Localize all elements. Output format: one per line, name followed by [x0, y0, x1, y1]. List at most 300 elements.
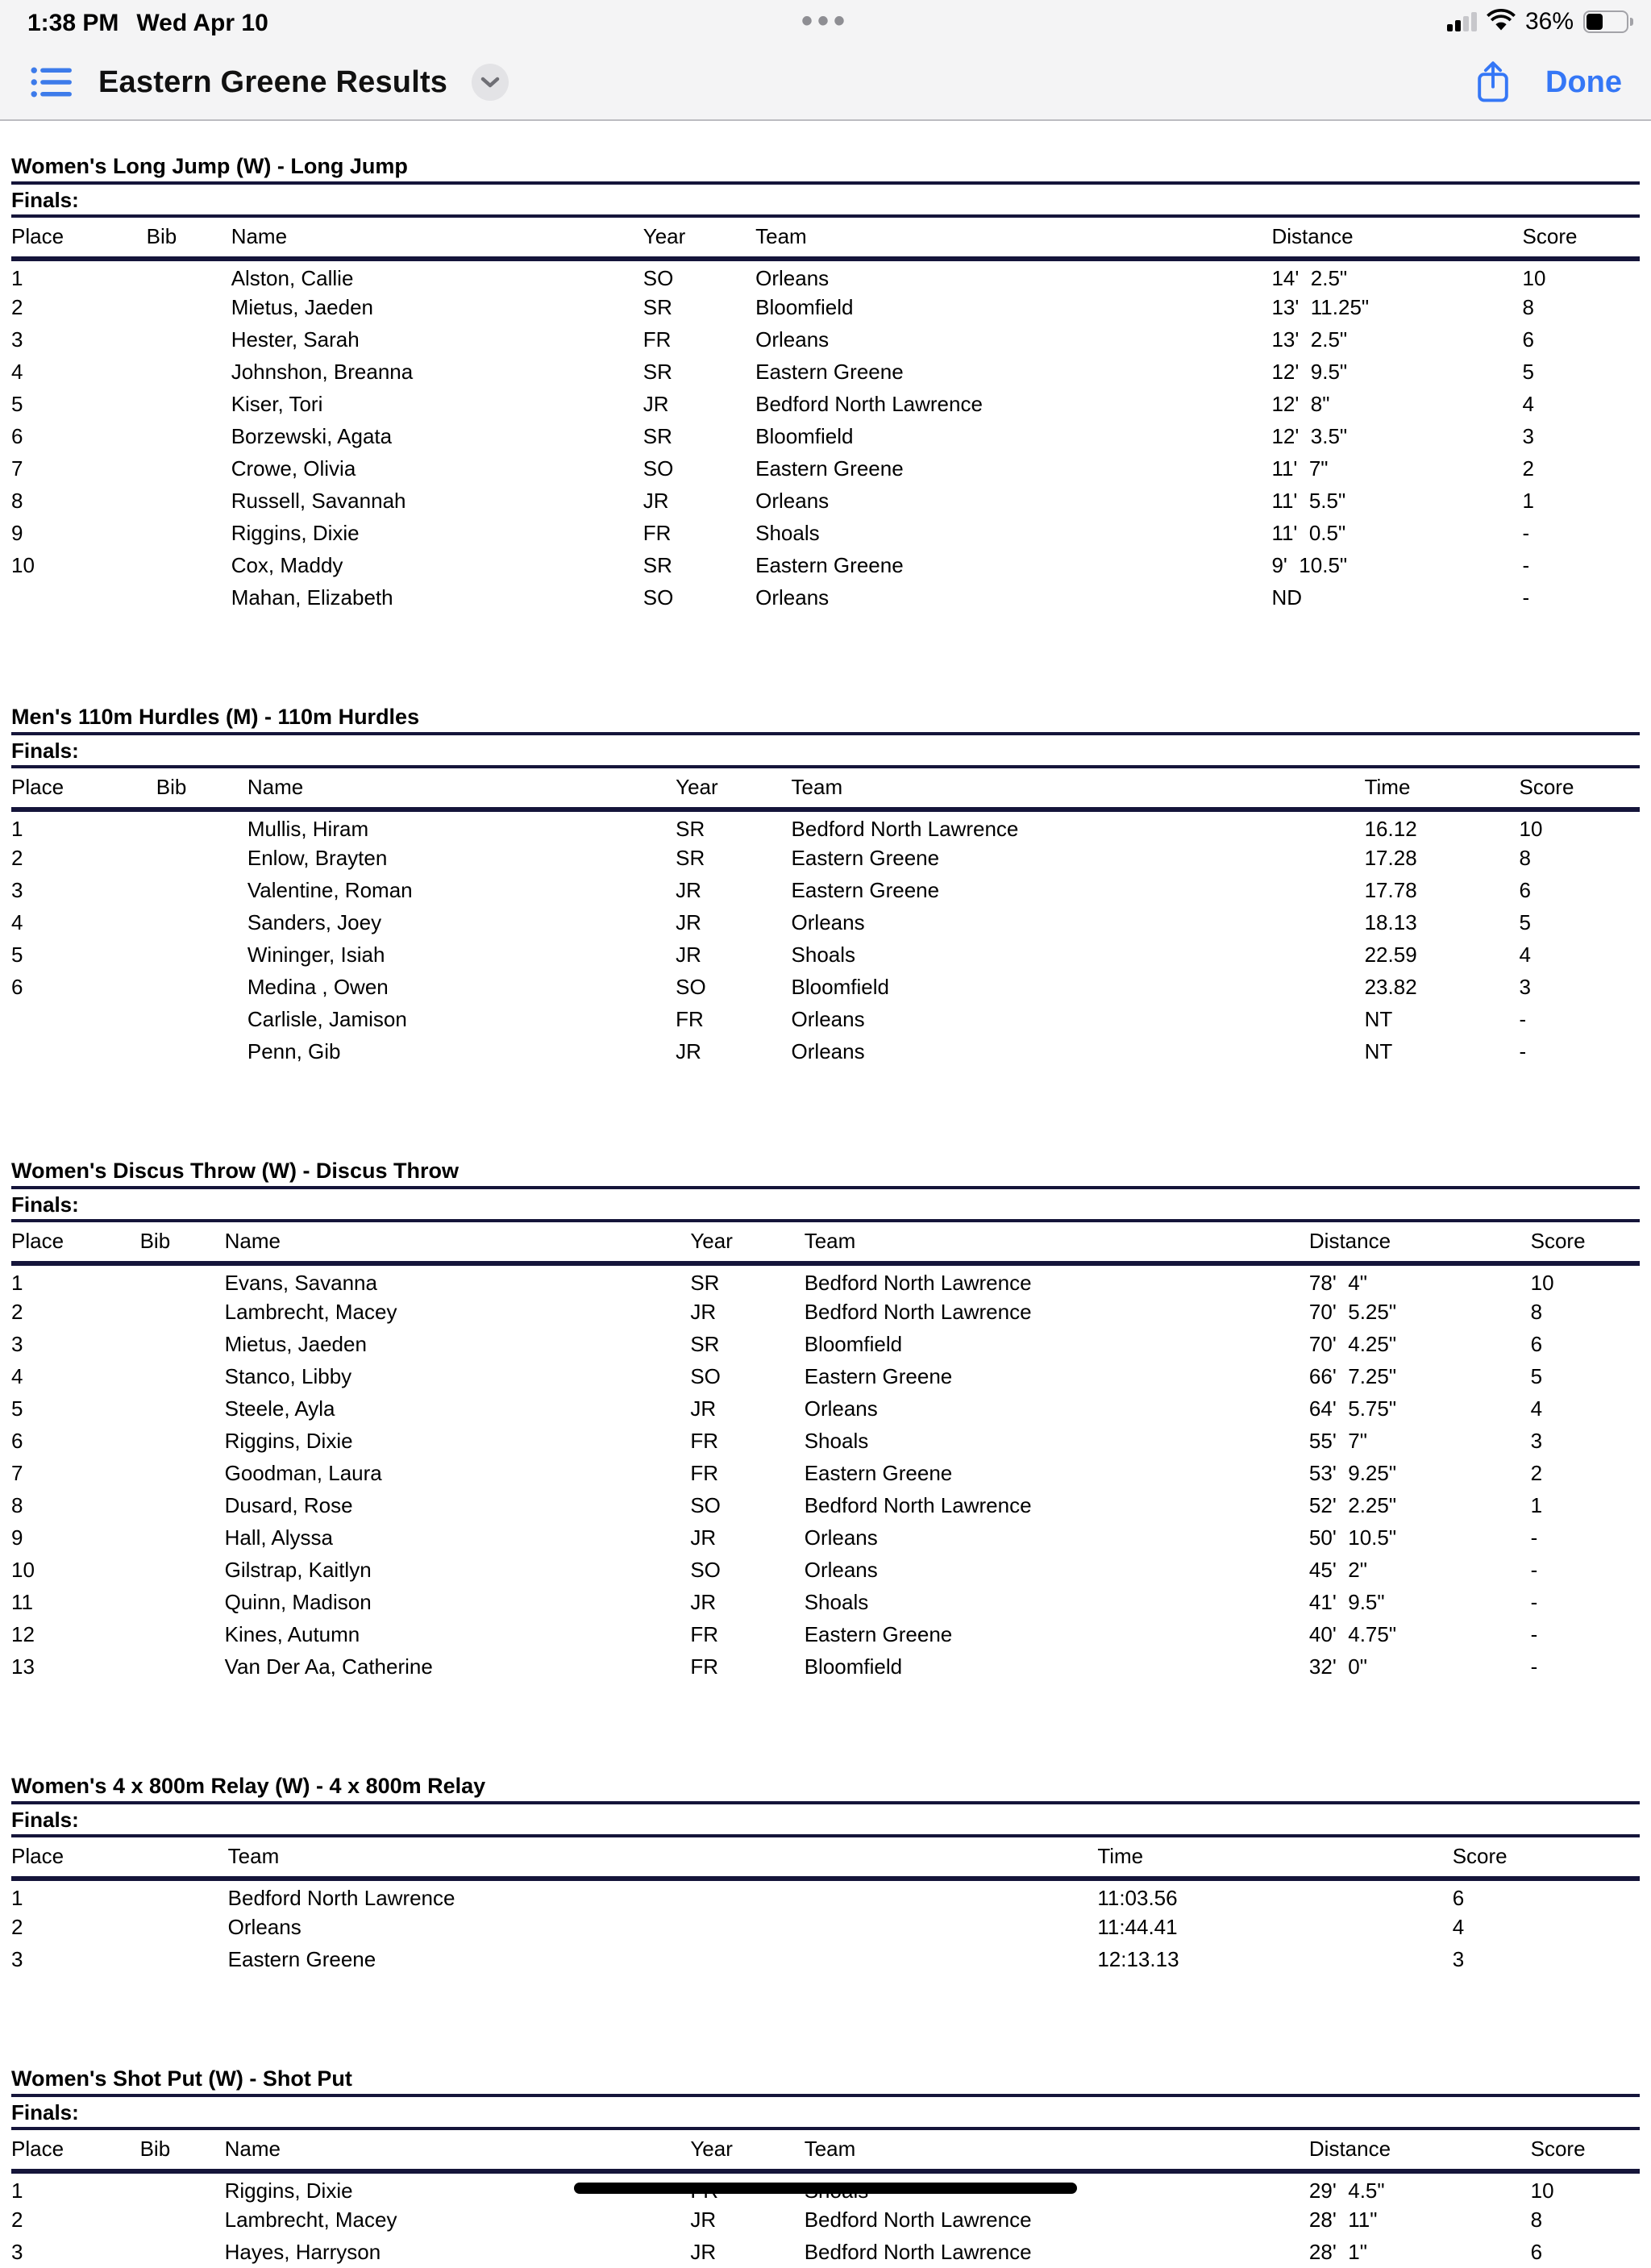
table-row [11, 1618, 1640, 1650]
column-header: Name [225, 2130, 691, 2171]
table-cell [147, 420, 231, 452]
table-cell: 2 [11, 1299, 23, 1324]
table-cell: 3 [1530, 1428, 1543, 1453]
table-cell: Russell, Savannah [231, 488, 406, 513]
column-header: Place [11, 218, 147, 259]
table-cell: Alston, Callie [231, 266, 354, 290]
column-header: Bib [140, 2130, 225, 2171]
table-header-row [11, 2130, 1640, 2171]
table-cell [140, 1554, 225, 1586]
column-header: Team [228, 1837, 1098, 1879]
multitask-dots-icon: ••• [801, 3, 850, 39]
table-cell: 11 [11, 1589, 33, 1614]
event-section [11, 153, 1640, 614]
table-cell: Goodman, Laura [224, 1460, 382, 1485]
table-cell: Dusard, Rose [224, 1492, 353, 1517]
table-cell: - [1530, 1621, 1538, 1646]
table-cell: 41' 9.5" [1308, 1589, 1385, 1614]
table-cell: 12' 8" [1271, 391, 1330, 416]
table-cell: - [1522, 552, 1530, 577]
table-cell: 2 [1522, 456, 1534, 481]
column-header: Place [11, 2130, 140, 2171]
table-cell: Steele, Ayla [224, 1396, 335, 1421]
column-header: Name [225, 1222, 691, 1263]
table-cell: 45' 2" [1308, 1557, 1367, 1582]
list-button[interactable] [29, 63, 74, 102]
table-cell [140, 1586, 225, 1618]
table-cell: JR [690, 1396, 717, 1421]
table-cell [147, 323, 231, 356]
table-cell: SR [643, 359, 672, 384]
table-cell: ND [1271, 585, 1302, 610]
column-header: Year [690, 2130, 804, 2171]
table-cell: Borzewski, Agata [231, 423, 393, 448]
table-cell [140, 1392, 225, 1425]
table-cell [140, 1360, 225, 1392]
table-cell: SR [643, 294, 672, 319]
table-cell: Stanco, Libby [224, 1363, 352, 1388]
home-indicator[interactable] [574, 2183, 1077, 2194]
table-cell: 13' 2.5" [1271, 327, 1348, 352]
table-cell: 8 [1519, 845, 1531, 870]
table-cell: 1 [11, 266, 23, 290]
column-header: Team [755, 218, 1271, 259]
status-bar [0, 0, 1651, 45]
table-cell: 8 [1530, 2207, 1543, 2232]
table-cell: 32' 0" [1308, 1654, 1367, 1679]
table-cell: 1 [11, 2179, 23, 2203]
table-cell [147, 388, 231, 420]
document-viewport[interactable] [0, 121, 1651, 2264]
column-header: Score [1531, 2130, 1640, 2171]
table-cell: Bloomfield [791, 974, 889, 999]
table-cell: 1 [1522, 488, 1534, 513]
column-header: Year [690, 1222, 804, 1263]
table-cell: 2 [11, 1914, 23, 1939]
table-row [11, 842, 1640, 874]
table-cell: 78' 4" [1308, 1271, 1367, 1295]
table-cell: 5 [1522, 359, 1534, 384]
column-header: Distance [1309, 1222, 1531, 1263]
table-cell: SO [690, 1492, 721, 1517]
page-title: Eastern Greene Results [98, 65, 448, 99]
table-cell: Kines, Autumn [224, 1621, 360, 1646]
table-cell: 17.28 [1364, 845, 1417, 870]
table-cell: 4 [1522, 391, 1534, 416]
table-cell: Van Der Aa, Catherine [224, 1654, 433, 1679]
table-cell: Riggins, Dixie [224, 2179, 353, 2203]
table-cell: Orleans [791, 1038, 865, 1063]
table-cell: 8 [11, 488, 23, 513]
table-row [11, 971, 1640, 1003]
event-title: Women's Shot Put (W) - Shot Put [11, 2066, 1640, 2097]
table-cell: 6 [11, 974, 23, 999]
table-row [11, 517, 1640, 549]
table-cell: Mahan, Elizabeth [231, 585, 393, 610]
table-cell [156, 1035, 247, 1067]
table-cell: 8 [11, 1492, 23, 1517]
column-header: Distance [1309, 2130, 1531, 2171]
table-row [11, 1586, 1640, 1618]
table-cell: Evans, Savanna [224, 1271, 377, 1295]
table-cell: 7 [11, 456, 23, 481]
finals-label: Finals: [11, 1804, 1640, 1837]
table-cell [140, 1521, 225, 1554]
table-cell: 10 [1530, 1271, 1554, 1295]
table-cell: SR [643, 423, 672, 448]
table-cell: Eastern Greene [755, 456, 904, 481]
table-cell: 70' 5.25" [1308, 1299, 1397, 1324]
status-time: 1:38 PM [27, 10, 119, 36]
table-cell: JR [690, 2239, 717, 2264]
table-cell: 17.78 [1364, 877, 1417, 902]
table-cell [156, 809, 247, 842]
table-cell [156, 938, 247, 971]
table-cell [156, 971, 247, 1003]
table-cell [156, 906, 247, 938]
finals-label: Finals: [11, 2097, 1640, 2130]
table-row [11, 581, 1640, 614]
table-cell: FR [690, 1428, 718, 1453]
column-header: Bib [147, 218, 231, 259]
column-header: Time [1365, 768, 1520, 809]
event-title: Women's 4 x 800m Relay (W) - 4 x 800m Relay [11, 1773, 1640, 1804]
table-cell: FR [690, 1621, 718, 1646]
table-row [11, 1911, 1640, 1943]
table-cell: 66' 7.25" [1308, 1363, 1397, 1388]
table-cell [140, 1618, 225, 1650]
table-cell: FR [676, 1006, 704, 1031]
table-cell: Mullis, Hiram [247, 817, 369, 841]
table-cell: 3 [11, 877, 23, 902]
table-row [11, 1457, 1640, 1489]
table-cell: 2 [11, 2207, 23, 2232]
finals-label: Finals: [11, 1189, 1640, 1222]
table-row [11, 356, 1640, 388]
table-cell: FR [643, 327, 672, 352]
table-cell: JR [690, 1589, 717, 1614]
table-cell: NT [1364, 1038, 1393, 1063]
event-title: Women's Discus Throw (W) - Discus Throw [11, 1158, 1640, 1189]
column-header: Name [231, 218, 643, 259]
column-header: Team [805, 2130, 1309, 2171]
table-cell: 10 [1522, 266, 1546, 290]
table-cell: Shoals [804, 1428, 869, 1453]
table-cell [156, 842, 247, 874]
table-cell: SO [643, 585, 674, 610]
table-cell: 12 [11, 1621, 35, 1646]
table-cell [156, 1003, 247, 1035]
results-table [11, 768, 1640, 1067]
table-cell: Cox, Maddy [231, 552, 343, 577]
table-cell: 55' 7" [1308, 1428, 1367, 1453]
table-cell [140, 1489, 225, 1521]
table-cell: 4 [1452, 1914, 1465, 1939]
table-cell: 4 [11, 359, 23, 384]
table-row [11, 485, 1640, 517]
list-icon [29, 63, 74, 102]
table-cell: - [1530, 1525, 1538, 1550]
table-cell: 40' 4.75" [1308, 1621, 1397, 1646]
table-header-row [11, 1837, 1640, 1879]
column-header: Score [1453, 1837, 1640, 1879]
table-cell: JR [676, 877, 701, 902]
table-cell: 14' 2.5" [1271, 266, 1348, 290]
table-cell [147, 356, 231, 388]
column-header: Team [805, 1222, 1309, 1263]
table-cell: SR [690, 1331, 720, 1356]
table-cell: 5 [11, 942, 23, 967]
column-header: Year [643, 218, 755, 259]
table-cell [11, 1035, 156, 1067]
table-cell: Eastern Greene [791, 845, 940, 870]
table-row [11, 1879, 1640, 1911]
table-cell: 2 [11, 294, 23, 319]
table-row [11, 1328, 1640, 1360]
table-row [11, 1650, 1640, 1683]
column-header: Score [1531, 1222, 1640, 1263]
table-cell: 28' 11" [1308, 2207, 1378, 2232]
table-cell: 6 [11, 423, 23, 448]
table-cell: - [1522, 520, 1530, 545]
table-row [11, 1554, 1640, 1586]
table-cell: Orleans [804, 1396, 878, 1421]
table-row [11, 1392, 1640, 1425]
table-row [11, 2203, 1640, 2236]
wifi-icon [1487, 11, 1516, 32]
table-cell: Bedford North Lawrence [227, 1886, 455, 1910]
table-cell [147, 291, 231, 323]
battery-icon [1583, 10, 1628, 33]
column-header: Year [676, 768, 791, 809]
column-header: Place [11, 768, 156, 809]
table-cell: SO [676, 974, 706, 999]
table-cell: Orleans [755, 488, 830, 513]
title-menu-button[interactable] [472, 64, 509, 101]
table-cell: Johnshon, Breanna [231, 359, 414, 384]
table-cell: 22.59 [1364, 942, 1417, 967]
table-cell: JR [690, 2207, 717, 2232]
table-cell [147, 517, 231, 549]
table-cell: 6 [1530, 1331, 1543, 1356]
table-cell: 7 [11, 1460, 23, 1485]
table-cell: Riggins, Dixie [231, 520, 360, 545]
share-icon [1474, 60, 1512, 105]
table-cell: 3 [11, 2239, 23, 2264]
table-cell: Bloomfield [755, 423, 854, 448]
table-cell: JR [676, 909, 701, 934]
table-cell: 2 [1530, 1460, 1543, 1485]
table-row [11, 1263, 1640, 1296]
table-cell: Hall, Alyssa [224, 1525, 333, 1550]
share-button[interactable] [1474, 60, 1512, 105]
table-cell: Shoals [804, 1589, 869, 1614]
table-cell: 6 [1530, 2239, 1543, 2264]
event-section [11, 2066, 1640, 2268]
event-title: Men's 110m Hurdles (M) - 110m Hurdles [11, 704, 1640, 735]
table-cell: Mietus, Jaeden [231, 294, 374, 319]
table-cell: Bloomfield [755, 294, 854, 319]
table-cell: NT [1364, 1006, 1393, 1031]
status-date: Wed Apr 10 [136, 10, 268, 36]
table-cell: 18.13 [1364, 909, 1417, 934]
table-cell [147, 452, 231, 485]
table-cell: 9 [11, 1525, 23, 1550]
table-cell [140, 2171, 225, 2203]
table-cell: 3 [11, 1331, 23, 1356]
table-cell: Bloomfield [804, 1331, 903, 1356]
finals-label: Finals: [11, 185, 1640, 218]
battery-percent: 36% [1524, 8, 1574, 35]
table-cell: Kiser, Tori [231, 391, 323, 416]
table-cell: Eastern Greene [755, 552, 904, 577]
table-cell: JR [643, 391, 669, 416]
table-cell: 11' 0.5" [1271, 520, 1346, 545]
table-cell: Eastern Greene [804, 1363, 953, 1388]
table-cell: Shoals [791, 942, 856, 967]
table-cell: Gilstrap, Kaitlyn [224, 1557, 372, 1582]
table-cell: Eastern Greene [804, 1460, 953, 1485]
table-cell [140, 2236, 225, 2268]
table-cell: 29' 4.5" [1308, 2179, 1385, 2203]
table-cell: 70' 4.25" [1308, 1331, 1397, 1356]
table-cell [140, 1328, 225, 1360]
table-cell: 10 [1530, 2179, 1554, 2203]
table-row [11, 1489, 1640, 1521]
table-cell: FR [690, 1460, 718, 1485]
table-cell [147, 549, 231, 581]
table-row [11, 420, 1640, 452]
table-cell: SO [643, 456, 674, 481]
table-cell [140, 1650, 225, 1683]
table-cell: 3 [1522, 423, 1534, 448]
table-cell: 28' 1" [1308, 2239, 1367, 2264]
table-cell [11, 1003, 156, 1035]
toolbar [0, 45, 1651, 119]
table-cell: 9' 10.5" [1271, 552, 1348, 577]
table-cell: 13' 11.25" [1271, 294, 1370, 319]
table-cell: 4 [11, 1363, 23, 1388]
done-button[interactable]: Done [1545, 65, 1622, 99]
table-cell: 16.12 [1364, 817, 1417, 841]
table-cell: 11' 5.5" [1271, 488, 1346, 513]
table-cell: - [1530, 1654, 1538, 1679]
table-row [11, 1296, 1640, 1328]
table-cell: Carlisle, Jamison [247, 1006, 407, 1031]
table-cell [140, 1263, 225, 1296]
column-header: Place [11, 1837, 228, 1879]
table-row [11, 1943, 1640, 1975]
table-cell: Orleans [791, 1006, 865, 1031]
table-cell: 11:44.41 [1097, 1914, 1178, 1939]
table-cell: 1 [11, 817, 23, 841]
table-cell: 12' 3.5" [1271, 423, 1348, 448]
table-cell: Bedford North Lawrence [804, 1492, 1032, 1517]
results-table [11, 218, 1640, 614]
table-cell: JR [676, 1038, 701, 1063]
table-cell: SO [643, 266, 674, 290]
table-cell: 8 [1522, 294, 1534, 319]
finals-label: Finals: [11, 735, 1640, 768]
table-header-row [11, 768, 1640, 809]
table-cell: SR [676, 845, 705, 870]
table-cell: SR [643, 552, 672, 577]
table-row [11, 259, 1640, 291]
column-header: Time [1097, 1837, 1452, 1879]
table-cell: Quinn, Madison [224, 1589, 372, 1614]
table-cell [140, 1425, 225, 1457]
table-cell: 11:03.56 [1097, 1886, 1178, 1910]
table-row [11, 809, 1640, 842]
table-cell: 53' 9.25" [1308, 1460, 1397, 1485]
table-cell: Bedford North Lawrence [755, 391, 983, 416]
table-cell: 2 [11, 845, 23, 870]
table-header-row [11, 218, 1640, 259]
table-cell: 10 [11, 1557, 35, 1582]
table-cell [147, 259, 231, 291]
table-cell [147, 485, 231, 517]
table-cell: SR [676, 817, 705, 841]
column-header: Place [11, 1222, 140, 1263]
event-section [11, 704, 1640, 1067]
table-cell: 3 [1519, 974, 1531, 999]
table-cell: Valentine, Roman [247, 877, 413, 902]
table-cell: Bedford North Lawrence [804, 2239, 1032, 2264]
table-cell: SR [690, 1271, 720, 1295]
table-cell [156, 874, 247, 906]
table-cell [140, 1296, 225, 1328]
table-cell: Hayes, Harryson [224, 2239, 381, 2264]
table-cell: Orleans [804, 1557, 878, 1582]
table-cell: 3 [11, 1946, 23, 1971]
table-cell: Bedford North Lawrence [804, 2207, 1032, 2232]
table-cell: Eastern Greene [755, 359, 904, 384]
event-section [11, 1158, 1640, 1683]
table-row [11, 323, 1640, 356]
table-cell: 5 [1530, 1363, 1543, 1388]
table-cell: 52' 2.25" [1308, 1492, 1397, 1517]
table-cell: JR [690, 1525, 717, 1550]
table-cell: Orleans [804, 1525, 878, 1550]
table-cell: Lambrecht, Macey [224, 2207, 397, 2232]
table-row [11, 1360, 1640, 1392]
column-header: Team [792, 768, 1365, 809]
table-cell: Shoals [755, 520, 820, 545]
table-cell: - [1530, 1589, 1538, 1614]
table-row [11, 874, 1640, 906]
table-cell: 3 [11, 327, 23, 352]
table-cell: FR [690, 1654, 718, 1679]
table-cell: - [1530, 1557, 1538, 1582]
results-table [11, 1837, 1640, 1975]
table-cell: Orleans [755, 266, 830, 290]
table-cell: 10 [1519, 817, 1543, 841]
table-cell: - [1519, 1038, 1527, 1063]
table-cell: Enlow, Brayten [247, 845, 388, 870]
results-table [11, 1222, 1640, 1683]
table-row [11, 549, 1640, 581]
column-header: Score [1523, 218, 1640, 259]
table-cell: Riggins, Dixie [224, 1428, 353, 1453]
table-cell: 6 [1522, 327, 1534, 352]
table-cell: 12:13.13 [1097, 1946, 1179, 1971]
table-cell [140, 2203, 225, 2236]
table-cell: 8 [1530, 1299, 1543, 1324]
table-cell [140, 1457, 225, 1489]
table-cell: 5 [11, 1396, 23, 1421]
table-row [11, 1425, 1640, 1457]
chevron-down-icon [480, 76, 500, 89]
